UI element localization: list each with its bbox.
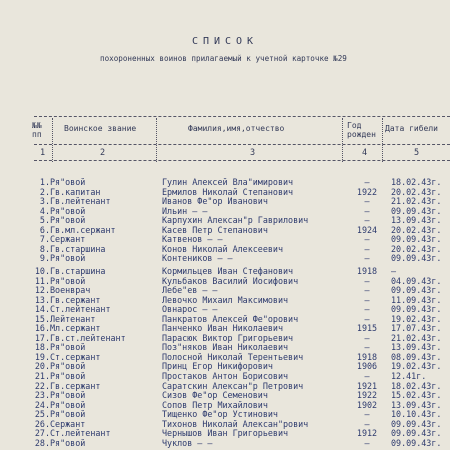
row-rank: Ст.сержант <box>50 351 101 362</box>
list-row <box>0 234 450 244</box>
row-number: 13. <box>34 294 50 305</box>
row-death-date: 20.02.43г. <box>391 243 442 254</box>
row-full-name: Сизов Фе"ор Семенович <box>162 390 268 401</box>
list-row <box>0 323 450 333</box>
column-divider <box>156 118 157 162</box>
header-rank: Воинское звание <box>64 124 137 133</box>
row-full-name: Поз"няков Иван Николаевич <box>162 342 289 353</box>
row-full-name: Конов Николай Алексеевич <box>162 243 284 254</box>
row-death-date: 13.09.43г. <box>391 342 442 353</box>
header-name: Фамилия,имя,отчество <box>188 124 285 133</box>
row-number: 5. <box>39 215 50 226</box>
row-rank: Лейтенант <box>50 313 96 324</box>
row-birth-year: – <box>364 332 370 343</box>
list-row <box>0 266 450 276</box>
row-birth-year: – <box>364 243 370 254</box>
row-rank: Ря"овой <box>50 361 86 372</box>
row-birth-year: 1921 <box>356 380 378 391</box>
row-death-date: 18.02.43г. <box>391 177 442 187</box>
row-rank: Сержант <box>50 234 86 245</box>
row-rank: Ст.лейтенант <box>50 428 111 439</box>
row-rank: Гв.капитан <box>50 186 101 197</box>
row-number: 6. <box>39 224 50 235</box>
row-number: 22. <box>34 380 50 391</box>
row-full-name: Парасюк Виктор Григорьевич <box>162 332 294 343</box>
row-death-date: 21.02.43г. <box>391 196 442 207</box>
row-birth-year: 1915 <box>356 323 378 334</box>
row-death-date: 20.02.43г. <box>391 224 442 235</box>
row-full-name: Катвенов – – <box>162 234 223 245</box>
row-birth-year: 1922 <box>356 390 378 401</box>
list-row <box>0 276 450 286</box>
row-birth-year: – <box>364 409 370 420</box>
row-rank: Ря"овой <box>50 275 86 286</box>
row-birth-year: – <box>364 196 370 207</box>
list-row <box>0 285 450 295</box>
row-number: 11. <box>34 275 50 286</box>
row-full-name: Карпухин Алексан"р Гаврилович <box>162 215 309 226</box>
row-full-name: Панченко Иван Николаевич <box>162 323 284 334</box>
list-row <box>0 400 450 410</box>
row-full-name: Чернышов Иван Григорьевич <box>162 428 289 439</box>
row-birth-year: – <box>364 304 370 315</box>
row-death-date: – <box>391 265 397 276</box>
row-rank: Ря"овой <box>50 390 86 401</box>
row-full-name: Сопов Петр Михайлович <box>162 399 268 410</box>
row-number: 14. <box>34 304 50 315</box>
row-rank: Мл.сержант <box>50 323 101 334</box>
row-number: 7. <box>39 234 50 245</box>
row-death-date: 09.09.43г. <box>391 205 442 216</box>
row-rank: Военврач <box>50 285 91 296</box>
row-death-date: 08.09.43г. <box>391 351 442 362</box>
row-full-name: Тихонов Николай Алексан"рович <box>162 418 309 429</box>
list-row <box>0 428 450 438</box>
list-row <box>0 352 450 362</box>
row-number: 27. <box>34 428 50 439</box>
row-birth-year: – <box>364 205 370 216</box>
column-divider <box>52 118 53 162</box>
row-number: 2. <box>39 186 50 197</box>
list-row <box>0 295 450 305</box>
row-rank: Ст.лейтенант <box>50 304 111 315</box>
row-number: 4. <box>39 205 50 216</box>
header-num: №№ пп <box>32 121 42 139</box>
row-full-name: Овнарос – – <box>162 304 218 315</box>
row-number: 1. <box>39 177 50 187</box>
column-divider <box>382 118 383 162</box>
list-row <box>0 225 450 235</box>
row-birth-year: – <box>364 437 370 448</box>
column-number-1: 1 <box>40 148 46 158</box>
row-full-name: Кульбаков Василий Иосифович <box>162 275 299 286</box>
row-death-date: 20.02.43г. <box>391 186 442 197</box>
list-row <box>0 333 450 343</box>
row-birth-year: – <box>364 342 370 353</box>
row-number: 15. <box>34 313 50 324</box>
header-bottom-rule <box>34 144 450 145</box>
document-title: СПИСОК <box>191 36 259 47</box>
row-death-date: 12.41г. <box>391 371 427 381</box>
row-rank: Ря"овой <box>50 437 86 448</box>
row-birth-year: – <box>364 215 370 226</box>
list-row <box>0 304 450 314</box>
row-death-date: 09.09.43г. <box>391 418 442 429</box>
row-full-name: Полосной Николай Терентьевич <box>162 351 304 362</box>
row-death-date: 17.07.43г. <box>391 323 442 334</box>
row-full-name: Кормильцев Иван Стефанович <box>162 265 294 276</box>
column-number-2: 2 <box>100 148 106 158</box>
row-birth-year: – <box>364 294 370 305</box>
document-subtitle: похороненных воинов прилагаемый к учетной карточке №29 <box>100 54 347 63</box>
row-full-name: Принц Егор Никифорович <box>162 361 273 372</box>
row-full-name: Лебе"ев – – <box>162 285 218 296</box>
row-birth-year: 1902 <box>356 399 378 410</box>
row-number: 9. <box>39 253 50 264</box>
row-death-date: 13.09.43г. <box>391 215 442 226</box>
row-death-date: 09.09.43г. <box>391 437 442 448</box>
row-rank: Гв.лейтенант <box>50 196 111 207</box>
row-full-name: Левочко Михаил Максимович <box>162 294 289 305</box>
row-number: 10. <box>34 265 50 276</box>
row-number: 18. <box>34 342 50 353</box>
list-row <box>0 419 450 429</box>
row-rank: Ря"овой <box>50 342 86 353</box>
row-number: 19. <box>34 351 50 362</box>
row-full-name: Панкратов Алексей Фе"орович <box>162 313 299 324</box>
row-birth-year: – <box>364 371 370 381</box>
row-death-date: 10.10.43г. <box>391 409 442 420</box>
list-row <box>0 361 450 371</box>
header-date: Дата гибели <box>385 124 438 133</box>
row-full-name: Ильин – – <box>162 205 208 216</box>
row-death-date: 21.02.43г. <box>391 332 442 343</box>
row-death-date: 09.09.43г. <box>391 234 442 245</box>
list-row <box>0 244 450 254</box>
row-death-date: 13.09.43г. <box>391 399 442 410</box>
row-rank: Ря"овой <box>50 205 86 216</box>
row-death-date: 19.02.43г. <box>391 361 442 372</box>
column-number-4: 4 <box>362 148 368 158</box>
row-number: 25. <box>34 409 50 420</box>
row-death-date: 04.09.43г. <box>391 275 442 286</box>
row-number: 21. <box>34 371 50 381</box>
row-rank: Гв.ст.лейтенант <box>50 332 126 343</box>
row-rank: Гв.старшина <box>50 265 106 276</box>
column-number-5: 5 <box>414 148 420 158</box>
row-full-name: Иванов Фе"ор Иванович <box>162 196 268 207</box>
row-full-name: Ермилов Николай Степанович <box>162 186 294 197</box>
row-number: 20. <box>34 361 50 372</box>
row-death-date: 11.09.43г. <box>391 294 442 305</box>
list-row <box>0 177 450 187</box>
row-full-name: Касев Петр Степанович <box>162 224 268 235</box>
row-birth-year: – <box>364 418 370 429</box>
row-birth-year: 1924 <box>356 224 378 235</box>
row-rank: Гв.мл.сержант <box>50 224 116 235</box>
row-rank: Ря"овой <box>50 399 86 410</box>
list-row <box>0 409 450 419</box>
row-number: 26. <box>34 418 50 429</box>
row-number: 16. <box>34 323 50 334</box>
header-year: Год рожден <box>347 121 376 139</box>
list-row <box>0 314 450 324</box>
row-birth-year: 1906 <box>356 361 378 372</box>
list-row <box>0 342 450 352</box>
row-full-name: Простаков Антон Борисович <box>162 371 289 381</box>
list-row <box>0 206 450 216</box>
row-rank: Ря"овой <box>50 409 86 420</box>
row-death-date: 09.09.43г. <box>391 304 442 315</box>
row-birth-year: – <box>364 275 370 286</box>
row-rank: Ря"овой <box>50 253 86 264</box>
row-birth-year: 1922 <box>356 186 378 197</box>
list-row <box>0 371 450 381</box>
row-full-name: Саратскин Алексан"р Петрович <box>162 380 304 391</box>
row-birth-year: – <box>364 234 370 245</box>
row-full-name: Контеников – – <box>162 253 233 264</box>
row-full-name: Чуклов – – <box>162 437 213 448</box>
row-death-date: 18.02.43г. <box>391 380 442 391</box>
row-number: 12. <box>34 285 50 296</box>
row-birth-year: – <box>364 313 370 324</box>
row-death-date: 09.09.43г. <box>391 285 442 296</box>
list-row <box>0 390 450 400</box>
row-death-date: 09.09.43г. <box>391 253 442 264</box>
row-rank: Гв.сержант <box>50 294 101 305</box>
column-number-rule <box>34 160 450 161</box>
list-row <box>0 187 450 197</box>
list-row <box>0 196 450 206</box>
row-number: 3. <box>39 196 50 207</box>
column-number-3: 3 <box>250 148 256 158</box>
row-number: 8. <box>39 243 50 254</box>
row-birth-year: 1918 <box>356 265 378 276</box>
row-death-date: 19.02.43г. <box>391 313 442 324</box>
row-rank: Ря"овой <box>50 177 86 187</box>
row-rank: Гв.старшина <box>50 243 106 254</box>
row-birth-year: – <box>364 285 370 296</box>
row-rank: Сержант <box>50 418 86 429</box>
row-birth-year: 1918 <box>356 351 378 362</box>
list-row <box>0 253 450 263</box>
row-birth-year: – <box>364 253 370 264</box>
row-rank: Ря"овой <box>50 371 86 381</box>
row-number: 28. <box>34 437 50 448</box>
row-number: 23. <box>34 390 50 401</box>
row-number: 17. <box>34 332 50 343</box>
list-row <box>0 215 450 225</box>
row-death-date: 09.09.43г. <box>391 428 442 439</box>
row-birth-year: – <box>364 177 370 187</box>
header-top-rule <box>34 116 450 117</box>
list-row <box>0 381 450 391</box>
row-rank: Гв.сержант <box>50 380 101 391</box>
row-death-date: 15.02.43г. <box>391 390 442 401</box>
row-full-name: Тищенко Фе"ор Устинович <box>162 409 278 420</box>
column-divider <box>342 118 343 162</box>
row-rank: Ря"овой <box>50 215 86 226</box>
row-number: 24. <box>34 399 50 410</box>
row-full-name: Гулин Алексей Вла"имирович <box>162 177 294 187</box>
list-row <box>0 438 450 448</box>
row-birth-year: 1912 <box>356 428 378 439</box>
